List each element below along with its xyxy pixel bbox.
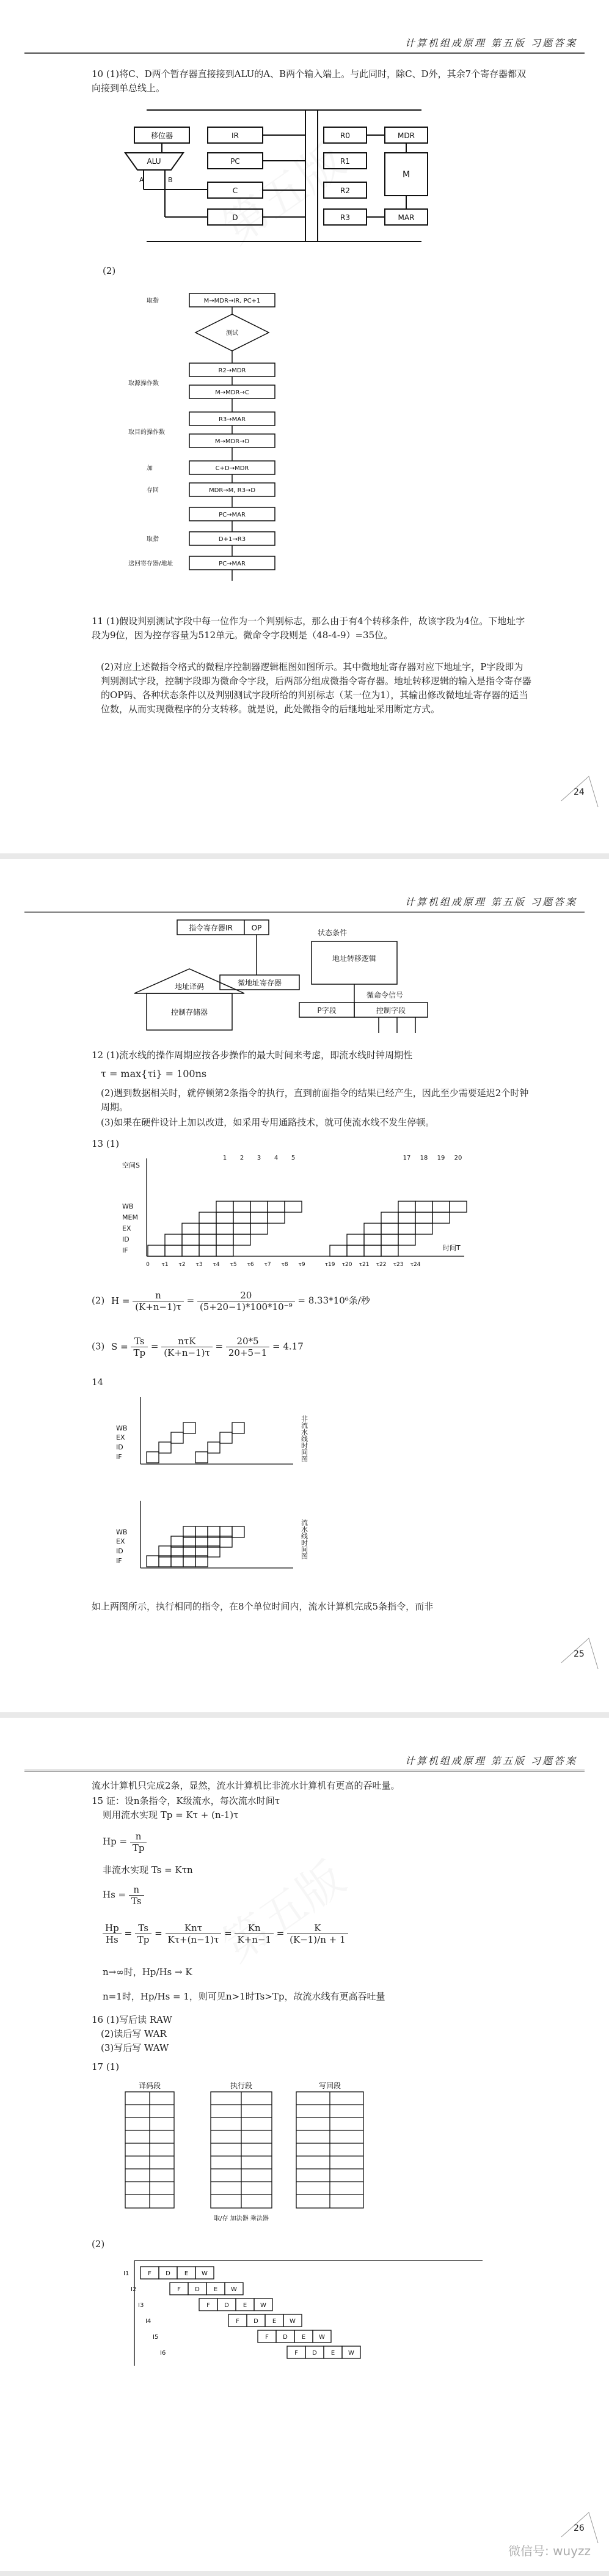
time-tick: τ6: [247, 1262, 254, 1268]
pipeline-cell: [381, 1245, 398, 1256]
pipeline-cell: [199, 1234, 216, 1245]
q13-label: 13 (1): [92, 1138, 120, 1149]
q11-part1: 11 (1)假设判别测试字段中每一位作为一个判别标志，那么由于有4个转移条件，故该字段为4位。下地址字段为9位，因为控存容量为512单元。微命令字段则是（48-4-9）=35位。: [92, 616, 525, 641]
page-header: 计算机组成原理 第五版 习题答案: [24, 1753, 585, 1772]
svg-text:MDR→M, R3→D: MDR→M, R3→D: [208, 487, 256, 494]
pipeline-cell: [216, 1234, 233, 1245]
svg-text:控制存储器: 控制存储器: [170, 1008, 208, 1017]
q15-n1: n=1时，Hp/Hs = 1，则可见n>1时Ts>Tp，故流水线有更高吞吐量: [103, 1991, 385, 2002]
svg-text:PC: PC: [230, 157, 240, 166]
pipeline-cell: [347, 1245, 364, 1256]
time-tick: τ5: [230, 1262, 237, 1268]
svg-text:ALU: ALU: [147, 157, 161, 166]
part2-label: (2): [103, 265, 116, 276]
pipe-cell-label: F: [206, 2302, 210, 2309]
svg-text:时间T: 时间T: [443, 1244, 461, 1252]
time-tick: τ8: [281, 1262, 288, 1268]
q15-line3: 非流水实现 Ts = Kτn: [103, 1864, 193, 1875]
time-tick: τ21: [359, 1262, 370, 1268]
svg-text:状态条件: 状态条件: [318, 929, 348, 937]
svg-text:送回寄存器/地址: 送回寄存器/地址: [128, 561, 173, 567]
q15-hp: Hp = $\frac{n}{Tp}$: [103, 1831, 147, 1853]
pipe-cell-label: E: [184, 2270, 189, 2277]
svg-text:OP: OP: [251, 924, 262, 932]
pipeline-cell: [398, 1201, 415, 1212]
svg-text:MAR: MAR: [398, 213, 415, 222]
pipeline-cell: [199, 1223, 216, 1234]
svg-text:WB: WB: [116, 1528, 128, 1536]
pipeline-cell: [432, 1212, 450, 1223]
instruction-number: 5: [291, 1155, 296, 1161]
pipe-cell-label: F: [294, 2350, 298, 2357]
pipeline-cell: [233, 1212, 250, 1223]
pipe-cell-label: F: [177, 2286, 181, 2293]
svg-text:EX: EX: [116, 1433, 125, 1441]
q13-speedup: (3) S = $\frac{Ts}{Tp}$ = $\frac{\text{nτK}}{(K+n-1)\tau}$ = $\frac{20*5}{20+5-1}$ = 4.17: [92, 1336, 304, 1358]
time-tick: τ1: [161, 1262, 169, 1268]
pipeline-cell: [398, 1212, 415, 1223]
pipeline-cell: [216, 1212, 233, 1223]
pipeline-cell: [398, 1223, 415, 1234]
q15-line1: 15 证：设n条指令，K级流水，每次流水时间τ: [92, 1795, 280, 1806]
page-number: 24: [561, 776, 598, 807]
svg-text:非流水线时间图: 非流水线时间图: [300, 1415, 308, 1462]
svg-text:PC→MAR: PC→MAR: [219, 512, 246, 518]
pipeline-stagger-chart: [110, 2250, 489, 2372]
pipe-cell-label: W: [348, 2350, 354, 2357]
svg-text:IF: IF: [116, 1557, 122, 1565]
pipeline-cell: [250, 1201, 268, 1212]
svg-text:M→MDR→D: M→MDR→D: [214, 438, 250, 445]
pipeline-cell: [330, 1245, 347, 1256]
q12-part2: (2)遇到数据相关时，就停顿第2条指令的执行，直到前面指令的结果已经产生，因此至少需要延迟2个时钟周期。: [101, 1087, 529, 1113]
pipeline-cell: [216, 1223, 233, 1234]
pipe-cell-label: W: [202, 2270, 208, 2277]
pipe-cell-label: F: [265, 2334, 269, 2341]
pipe-row-label: I4: [145, 2318, 151, 2325]
page-25: [0, 859, 609, 1712]
time-tick: τ20: [341, 1262, 352, 1268]
pipe-cell-label: E: [243, 2302, 247, 2309]
svg-text:地址转移逻辑: 地址转移逻辑: [332, 954, 377, 963]
svg-text:IF: IF: [116, 1453, 122, 1461]
time-tick: τ9: [298, 1262, 305, 1268]
svg-text:R2→MDR: R2→MDR: [218, 367, 246, 374]
pipeline-cell: [199, 1212, 216, 1223]
pipeline-cell: [268, 1212, 285, 1223]
pipeline-cell: [233, 1223, 250, 1234]
svg-text:WB: WB: [116, 1424, 128, 1432]
pipeline-cell: [165, 1234, 182, 1245]
pipe-row-label: I5: [153, 2334, 159, 2341]
svg-text:微地址寄存器: 微地址寄存器: [237, 979, 282, 987]
svg-text:M→MDR→C: M→MDR→C: [215, 389, 249, 396]
svg-text:P字段: P字段: [317, 1006, 337, 1015]
svg-text:C: C: [232, 186, 238, 195]
time-tick: τ19: [324, 1262, 335, 1268]
datapath-diagram: [110, 92, 440, 257]
pipe-cell-label: D: [224, 2302, 229, 2309]
page-header: 计算机组成原理 第五版 习题答案: [24, 35, 585, 54]
page-24: [0, 0, 609, 853]
pipe-cell-label: W: [319, 2334, 325, 2341]
svg-text:R2: R2: [340, 186, 350, 195]
pipe-cell-label: W: [231, 2286, 237, 2293]
svg-text:流水线时间图: 流水线时间图: [300, 1519, 308, 1559]
svg-text:R0: R0: [340, 131, 350, 140]
svg-text:D+1→R3: D+1→R3: [218, 536, 246, 543]
microprogram-controller-diagram: [122, 917, 489, 1039]
svg-text:M: M: [402, 170, 410, 180]
pipeline-cell: [148, 1245, 165, 1256]
svg-text:MEM: MEM: [122, 1213, 138, 1221]
pipe-row-label: I1: [123, 2270, 129, 2277]
pipeline-cell: [415, 1201, 432, 1212]
instruction-number: 18: [420, 1155, 428, 1161]
pipe-cell-label: E: [330, 2350, 335, 2357]
page-number: 26: [561, 2512, 598, 2543]
svg-text:ID: ID: [122, 1235, 129, 1243]
q17-label: 17 (1): [92, 2061, 120, 2072]
q12-part3: (3)如果在硬件设计上加以改进，如采用专用通路技术，就可使流水线不发生停顿。: [101, 1117, 435, 1128]
pipeline-cell: [285, 1201, 302, 1212]
svg-text:R3: R3: [340, 213, 350, 222]
q10-text: 10 (1)将C、D两个暂存器直接接到ALU的A、B两个输入端上。与此同时，除C、D外，其余7个寄存器都双向接到单总线上。: [92, 68, 527, 94]
pipeline-cell: [182, 1234, 199, 1245]
continued-text: 流水计算机只完成2条，显然，流水计算机比非流水计算机有更高的吞吐量。: [92, 1780, 400, 1791]
q13-throughput: (2) H = $\frac{n}{(K+n-1)\tau}$ = $\frac{20}{\text{(5+20−1)*100*10⁻⁹}}$ = 8.33*10⁶条/秒: [92, 1290, 370, 1312]
instruction-number: 19: [437, 1155, 445, 1161]
q14-text: 如上两图所示，执行相同的指令，在8个单位时间内，流水计算机完成5条指令，而非: [92, 1601, 434, 1612]
q16-line3: (3)写后写 WAW: [101, 2042, 169, 2053]
pipe-row-label: I6: [160, 2350, 166, 2357]
pipeline-cell: [398, 1234, 415, 1245]
svg-text:取指: 取指: [147, 536, 159, 543]
time-tick: τ23: [393, 1262, 404, 1268]
svg-text:写回段: 写回段: [318, 2081, 341, 2090]
instruction-number: 2: [239, 1155, 244, 1161]
pipeline-cell: [364, 1223, 381, 1234]
time-tick: τ22: [376, 1262, 387, 1268]
time-tick: 0: [146, 1262, 150, 1268]
pipeline-cell: [268, 1201, 285, 1212]
pipeline-cell: [250, 1223, 268, 1234]
svg-text:MDR: MDR: [398, 131, 415, 140]
pipeline-cell: [432, 1201, 450, 1212]
pipe-row-label: I2: [131, 2286, 137, 2293]
q11-part2: (2)对应上述微指令格式的微程序控制器逻辑框图如图所示。其中微地址寄存器对应下地址字，P字段即为判别测试字段，控制字段即为微命令字段，后两部分组成微指令寄存器。地址转移逻辑的输入是指令寄存器的OP码、各种状态条件以及判别测试字段所给的判别标志（某一位为1），其输出修改微地址寄存器的适当位数，从而实现微程序的分支转移。就是说，此处微指令的后继地址采用断定方式。: [101, 661, 532, 715]
time-tick: τ4: [213, 1262, 220, 1268]
pipe-cell-label: W: [290, 2318, 296, 2325]
q15-line2: 则用流水实现 Tp = Kτ + (n-1)τ: [103, 1809, 239, 1820]
svg-text:取目的操作数: 取目的操作数: [128, 429, 165, 436]
q15-hs: Hs = $\frac{n}{Ts}$: [103, 1884, 144, 1907]
pipeline-cell: [415, 1212, 432, 1223]
pipe-cell-label: W: [260, 2302, 266, 2309]
pipeline-cell: [216, 1201, 233, 1212]
pipe-cell-label: E: [272, 2318, 277, 2325]
pipeline-diagram: [110, 1495, 318, 1586]
pipeline-cell: [381, 1212, 398, 1223]
svg-text:微命令信号: 微命令信号: [366, 991, 404, 999]
page-number: 25: [561, 1638, 598, 1669]
q17-2-label: (2): [92, 2239, 105, 2250]
q16-line2: (2)读后写 WAR: [101, 2028, 167, 2039]
svg-text:测试: 测试: [226, 330, 238, 337]
svg-text:EX: EX: [122, 1224, 131, 1232]
svg-text:空间S: 空间S: [122, 1161, 140, 1169]
svg-text:IR: IR: [232, 131, 239, 140]
instruction-number: 3: [257, 1155, 261, 1161]
pipeline-cell: [364, 1245, 381, 1256]
footer-watermark: 微信号: wuyzz: [508, 2544, 591, 2558]
pipeline-cell: [381, 1223, 398, 1234]
time-tick: τ3: [195, 1262, 203, 1268]
pipe-cell-label: F: [236, 2318, 239, 2325]
instruction-number: 4: [274, 1155, 279, 1161]
page-header: 计算机组成原理 第五版 习题答案: [24, 894, 585, 913]
svg-text:指令寄存器IR: 指令寄存器IR: [189, 924, 233, 932]
svg-text:EX: EX: [116, 1537, 125, 1545]
pipeline-cell: [250, 1212, 268, 1223]
q15-limit: n→∞时，Hp/Hs → K: [103, 1967, 192, 1978]
non-pipeline-diagram: [110, 1391, 318, 1482]
pipe-row-label: I3: [138, 2302, 144, 2309]
pipe-cell-label: D: [283, 2334, 288, 2341]
svg-text:M→MDR→IR, PC+1: M→MDR→IR, PC+1: [203, 298, 261, 304]
svg-text:加: 加: [147, 465, 153, 472]
pipeline-cell: [415, 1223, 432, 1234]
instruction-number: 1: [222, 1155, 227, 1161]
pipeline-cell: [450, 1201, 467, 1212]
svg-text:A: A: [139, 176, 144, 184]
time-tick: τ2: [178, 1262, 186, 1268]
svg-text:移位器: 移位器: [150, 131, 173, 140]
instruction-number: 20: [454, 1155, 462, 1161]
q14-label: 14: [92, 1377, 104, 1388]
svg-text:B: B: [168, 176, 173, 184]
pipeline-cell: [233, 1201, 250, 1212]
svg-text:译码段: 译码段: [138, 2081, 161, 2090]
svg-text:ID: ID: [116, 1547, 123, 1555]
pipe-cell-label: E: [213, 2286, 218, 2293]
pipe-cell-label: E: [301, 2334, 306, 2341]
instruction-number: 17: [403, 1155, 411, 1161]
svg-text:C+D→MDR: C+D→MDR: [215, 465, 249, 472]
svg-text:R3→MAR: R3→MAR: [218, 416, 246, 423]
q12-part1: 12 (1)流水线的操作周期应按各步操作的最大时间来考虑，即流水线时钟周期性: [92, 1050, 413, 1061]
svg-text:D: D: [232, 213, 238, 222]
pipe-cell-label: F: [148, 2270, 151, 2277]
svg-text:执行段: 执行段: [230, 2081, 253, 2090]
svg-text:取指: 取指: [147, 298, 159, 304]
pipe-cell-label: D: [166, 2270, 170, 2277]
svg-text:控制字段: 控制字段: [376, 1006, 406, 1015]
q16-line1: 16 (1)写后读 RAW: [92, 2014, 172, 2025]
svg-text:PC→MAR: PC→MAR: [219, 561, 246, 567]
pipeline-cell: [182, 1245, 199, 1256]
watermark: [208, 1844, 356, 1974]
q15-ratio: $\frac{Hp}{Hs}$ = $\frac{Ts}{Tp}$ = $\frac{\text{Knτ}}{K\tau+(n-1)\tau}$ = $\frac{Kn}{K+n-1}$ = $\frac{K}{(K-1)/n + 1}$: [103, 1923, 348, 1945]
time-tick: τ24: [410, 1262, 421, 1268]
page-26: [0, 1718, 609, 2571]
svg-text:ID: ID: [116, 1443, 123, 1451]
svg-text:取/存 加法器 乘法器: 取/存 加法器 乘法器: [214, 2215, 269, 2222]
pipeline-cell: [347, 1234, 364, 1245]
pipeline-cell: [199, 1245, 216, 1256]
svg-text:取源操作数: 取源操作数: [128, 380, 159, 387]
instruction-flowchart: [128, 287, 379, 611]
svg-text:存回: 存回: [147, 487, 159, 494]
q12-formula: τ = max{τi} = 100ns: [101, 1068, 207, 1080]
pipeline-cell: [165, 1245, 182, 1256]
pipeline-cell: [233, 1234, 250, 1245]
svg-text:IF: IF: [122, 1246, 128, 1254]
scoreboard-tables: [119, 2078, 412, 2225]
svg-text:WB: WB: [122, 1202, 134, 1210]
pipeline-cell: [364, 1234, 381, 1245]
svg-text:R1: R1: [340, 157, 350, 166]
pipeline-cell: [216, 1245, 233, 1256]
svg-text:地址译码: 地址译码: [174, 982, 205, 991]
pipe-cell-label: D: [312, 2350, 317, 2357]
time-tick: τ7: [264, 1262, 271, 1268]
pipeline-cell: [182, 1223, 199, 1234]
pipe-cell-label: D: [195, 2286, 200, 2293]
pipeline-cell: [381, 1234, 398, 1245]
pipe-cell-label: D: [253, 2318, 258, 2325]
pipeline-space-time-diagram: [110, 1152, 489, 1275]
